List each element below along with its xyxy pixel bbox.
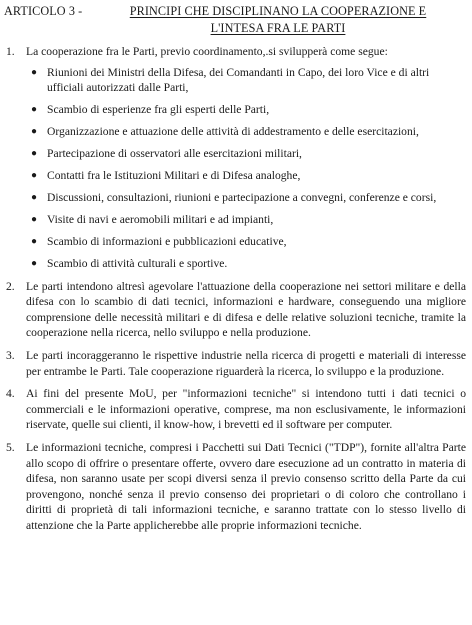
bullet-icon: ● (31, 126, 38, 138)
article-title (116, 3, 470, 37)
list-item-text: Scambio di attività culturali e sportive. (47, 257, 228, 271)
bullet-icon: ● (31, 214, 38, 226)
article-label: ARTICOLO 3 - (4, 4, 83, 18)
list-item-text: Contatti fra le Istituzioni Militari e di Difesa analoghe, (47, 169, 301, 183)
list-item (26, 102, 466, 118)
list-item (26, 234, 466, 250)
paragraph-3 (4, 348, 466, 379)
paragraph-number: 2. (6, 279, 15, 293)
cooperation-list (26, 65, 466, 272)
list-item-text: Scambio di esperienze fra gli esperti delle Parti, (47, 103, 270, 117)
bullet-icon: ● (31, 170, 38, 182)
list-item-text: Partecipazione di osservatori alle esercitazioni militari, (47, 147, 302, 161)
list-item (26, 65, 466, 96)
bullet-icon: ● (31, 258, 38, 270)
list-item (26, 212, 466, 228)
list-item-text: Scambio di informazioni e pubblicazioni educative, (47, 235, 287, 249)
paragraph-text: Ai fini del presente MoU, per "informazioni tecniche" si intendono tutti i dati tecnici o commerciali e le informazioni operative, comprese, ma non esclusivamente, le informazioni riservate, quelle sui clienti, il know-how, i brevetti ed il software per computer. (26, 387, 466, 432)
list-item (26, 124, 466, 140)
bullet-icon: ● (31, 104, 38, 116)
list-item (26, 168, 466, 184)
article-title-line-1: PRINCIPI CHE DISCIPLINANO LA COOPERAZIONE E (129, 4, 427, 18)
list-item (26, 190, 466, 206)
paragraph-1 (4, 44, 466, 272)
list-item-text: Visite di navi e aeromobili militari e ad impianti, (47, 213, 274, 227)
paragraph-text: Le parti incoraggeranno le rispettive industrie nella ricerca di progetti e materiali di interesse per entrambe le Parti. Tale cooperazione riguarderà la ricerca, lo sviluppo e la produzione. (26, 349, 466, 378)
paragraph-number: 5. (6, 441, 15, 454)
paragraph-number: 4. (6, 387, 15, 401)
paragraph-text: Le informazioni tecniche, compresi i Pacchetti sui Dati Tecnici ("TDP"), fornite all'altra Parte allo scopo di offrire o presentare offerte, ovvero dare esecuzione ad un contratto in materia di difesa, non saranno usate per scopi diversi senza il previo consenso scritto della Parte da cui provengono, nonché senza il previo consenso dei proprietari o di coloro che controllano i diritti di proprietà di tali informazioni tecniche, e saranno trattate con lo stesso livello di attenzione che la Parte applicherebbe alle proprie informazioni tecniche. (26, 441, 466, 532)
list-item (26, 146, 466, 162)
paragraph-2 (4, 279, 466, 341)
paragraph-text: Le parti intendono altresì agevolare l'attuazione della cooperazione nei settori militare e della difesa con lo scambio di dati tecnici, informazioni e hardware, conseguendo una migliore comprensione delle necessità militari e di difesa e delle relative soluzioni tecniche, tramite la cooperazione nella ricerca, nello sviluppo e nella produzione. (26, 279, 466, 340)
list-item-text: Organizzazione e attuazione delle attività di addestramento e delle esercitazioni, (47, 125, 419, 139)
paragraph-text: La cooperazione fra le Parti, previo coordinamento,.si svilupperà come segue: (26, 45, 388, 58)
paragraph-number: 1. (6, 45, 15, 58)
list-item-text: Discussioni, consultazioni, riunioni e partecipazione a convegni, conferenze e corsi, (47, 191, 437, 205)
article-title-line-2: L'INTESA FRA LE PARTI (210, 21, 346, 35)
bullet-icon: ● (31, 148, 38, 160)
bullet-icon: ● (31, 236, 38, 248)
bullet-icon: ● (31, 66, 38, 78)
article-body (4, 44, 466, 541)
list-item-text: Riunioni dei Ministri della Difesa, dei Comandanti in Capo, dei loro Vice e di altri ufficiali autorizzati dalle Parti, (47, 65, 430, 95)
paragraph-4 (4, 386, 466, 433)
paragraph-5 (4, 440, 466, 534)
bullet-icon: ● (31, 192, 38, 204)
article-heading (4, 3, 470, 37)
list-item (26, 256, 466, 272)
paragraph-number: 3. (6, 349, 15, 363)
